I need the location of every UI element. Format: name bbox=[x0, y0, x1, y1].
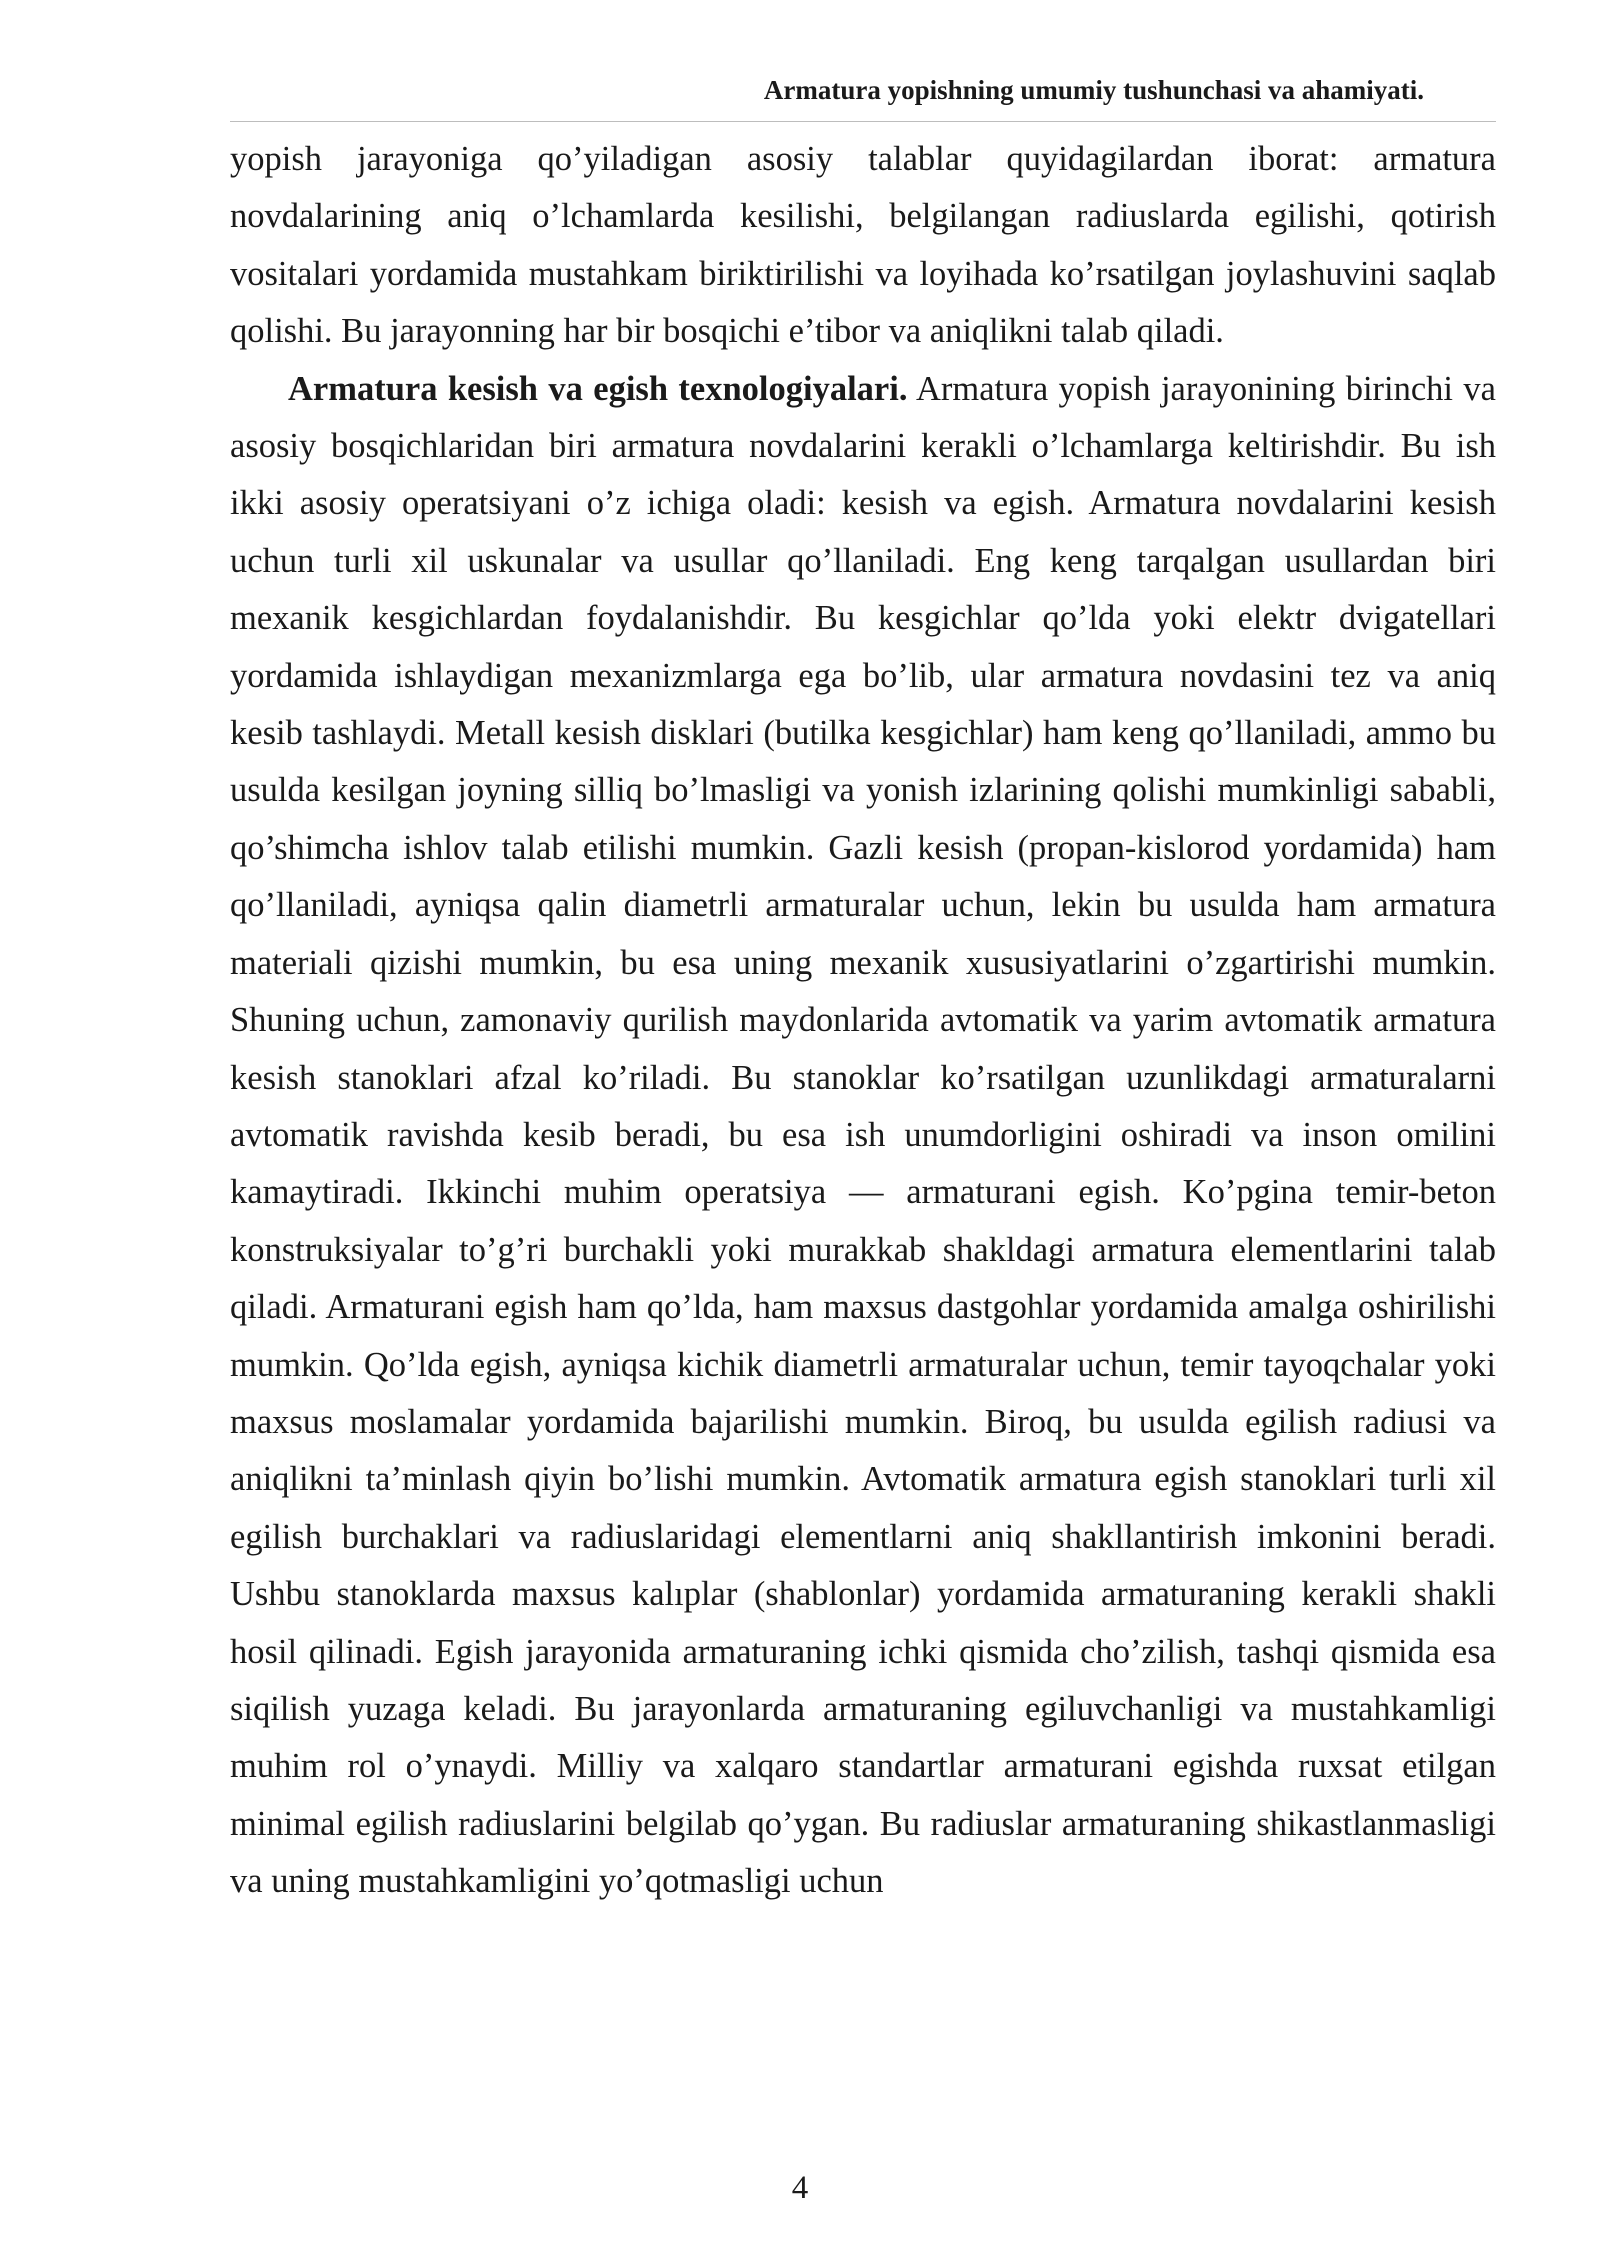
section-heading-inline: Armatura kesish va egish texnologiyalari. bbox=[288, 369, 908, 408]
paragraph-continuation: yopish jarayoniga qo’yiladigan asosiy talablar quyidagilardan iborat: armatura novdalarining aniq o’lchamlarda kesilishi, belgilangan radiuslarda egilishi, qotirish vositalari yordamida mustahkam biriktirilishi va loyihada ko’rsatilgan joylashuvini saqlab qolishi. Bu jarayonning har bir bosqichi e’tibor va aniqlikni talab qiladi. bbox=[230, 140, 1496, 351]
header-divider bbox=[230, 121, 1496, 122]
page-number: 4 bbox=[791, 2170, 809, 2206]
running-header-title: Armatura yopishning umumiy tushunchasi va ahamiyati. bbox=[763, 75, 1424, 105]
paragraph-kesish-egish-text: Armatura yopish jarayonining birinchi va asosiy bosqichlaridan biri armatura novdalarini kerakli o’lchamlarga keltirishdir. Bu ish ikki asosiy operatsiyani o’z ichiga oladi: kesish va egish. Armatura novdalarini kesish uchun turli xil uskunalar va usullar qo’llaniladi. Eng keng tarqalgan usullardan biri mexanik kesgichlardan foydalanishdir. Bu kesgichlar qo’lda yoki elektr dvigatellari yordamida ishlaydigan mexanizmlarga ega bo’lib, ular armatura novdasini tez va aniq kesib tashlaydi. Metall kesish disklari (butilka kesgichlar) ham keng qo’llaniladi, ammo bu usulda kesilgan joyning silliq bo’lmasligi va yonish izlarining qolishi mumkinligi sababli, qo’shimcha ishlov talab etilishi mumkin. Gazli kesish (propan-kislorod yordamida) ham qo’llaniladi, ayniqsa qalin diametrli armaturalar uchun, lekin bu usulda ham armatura materiali qizishi mumkin, bu esa uning mexanik xususiyatlarini o’zgartirishi mumkin. Shuning uchun, zamonaviy qurilish maydonlarida avtomatik va yarim avtomatik armatura kesish stanoklari afzal ko’riladi. Bu stanoklar ko’rsatilgan uzunlikdagi armaturalarni avtomatik ravishda kesib beradi, bu esa ish unumdorligini oshiradi va inson omilini kamaytiradi. Ikkinchi muhim operatsiya — armaturani egish. Ko’pgina temir-beton konstruksiyalar to’g’ri burchakli yoki murakkab shakldagi armatura elementlarini talab qiladi. Armaturani egish ham qo’lda, ham maxsus dastgohlar yordamida amalga oshirilishi mumkin. Qo’lda egish, ayniqsa kichik diametrli armaturalar uchun, temir tayoqchalar yoki maxsus moslamalar yordamida bajarilishi mumkin. Biroq, bu usulda egilish radiusi va aniqlikni ta’minlash qiyin bo’lishi mumkin. Avtomatik armatura egish stanoklari turli xil egilish burchaklari va radiuslaridagi elementlarni aniq shakllantirish imkonini beradi. Ushbu stanoklarda maxsus kalıplar (shablonlar) yordamida armaturaning kerakli shakli hosil qilinadi. Egish jarayonida armaturaning ichki qismida cho’zilish, tashqi qismida esa siqilish yuzaga keladi. Bu jarayonlarda armaturaning egiluvchanligi va mustahkamligi muhim rol o’ynaydi. Milliy va xalqaro standartlar armaturani egishda ruxsat etilgan minimal egilish radiuslarini belgilab qo’ygan. Bu radiuslar armaturaning shikastlanmasligi va uning mustahkamligini yo’qotmasligi uchun bbox=[230, 369, 1496, 1901]
paragraph-kesish-egish bbox=[230, 361, 1496, 1911]
body-text bbox=[230, 131, 1496, 1911]
